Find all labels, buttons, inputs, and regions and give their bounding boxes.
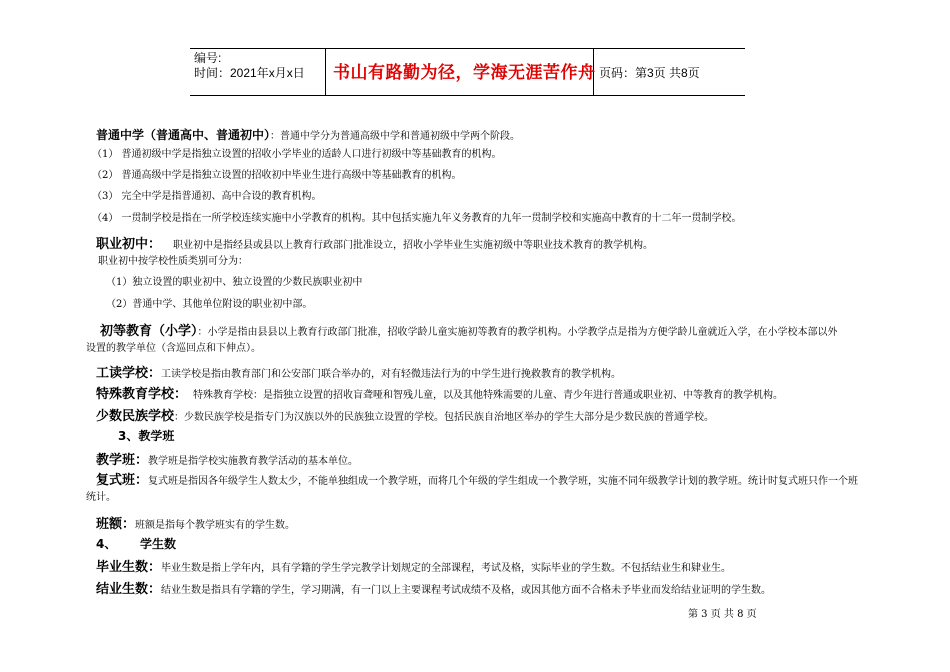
paragraph-heading: 班额： xyxy=(96,517,136,532)
paragraph-vocational-junior xyxy=(96,233,653,253)
paragraph-regular-secondary xyxy=(96,124,520,144)
section-number: 4、 xyxy=(96,537,117,551)
section-heading: 学生数 xyxy=(140,537,177,551)
list-item: （2） 普通高级中学是指独立设置的招收初中毕业生进行高级中等基础教育的机构。 xyxy=(92,170,462,181)
paragraph-heading: 普通中学（普通高中、普通初中） xyxy=(96,128,271,142)
paragraph-minority-school xyxy=(96,405,714,425)
paragraph-heading: 毕业生数： xyxy=(96,560,162,575)
paragraph-heading: 少数民族学校 xyxy=(96,409,175,424)
header-bottom-rule xyxy=(190,95,745,96)
header-divider-1 xyxy=(325,48,326,95)
list-item: （1）独立设置的职业初中、独立设置的少数民族职业初中 xyxy=(106,277,363,288)
list-item: （3） 完全中学是指普通初、高中合设的教育机构。 xyxy=(92,191,322,202)
header-top-rule xyxy=(190,48,745,49)
paragraph-special-education xyxy=(96,383,783,403)
paragraph-subtext: 职业初中按学校性质类别可分为： xyxy=(98,256,248,267)
paragraph-primary-education xyxy=(100,320,838,340)
paragraph-heading: 工读学校： xyxy=(96,366,162,381)
paragraph-text: 毕业生数是指上学年内，具有学籍的学生学完教学计划规定的全部课程，考试及格，实际毕业的学生数。不包括结业生和肄业生。 xyxy=(161,563,732,574)
list-item: （2）普通中学、其他单位附设的职业初中部。 xyxy=(106,299,313,310)
footer-page-number: 第 3 页 共 8 页 xyxy=(688,609,757,620)
paragraph-text: 结业生数是指具有学籍的学生，学习期满，有一门以上主要课程考试成绩不及格，或因其他方面不合格未予毕业而发给结业证明的学生数。 xyxy=(161,585,772,596)
paragraph-combined-class xyxy=(96,469,858,489)
section-heading: 3、教学班 xyxy=(118,429,175,443)
header-motto: 书山有路勤为径，学海无涯苦作舟 xyxy=(333,63,596,83)
paragraph-heading: 特殊教育学校： xyxy=(96,387,188,402)
paragraph-text-continuation: 设置的教学单位（含巡回点和下伸点）。 xyxy=(86,343,261,354)
paragraph-completers xyxy=(96,578,771,598)
paragraph-heading: 结业生数： xyxy=(96,582,162,597)
paragraph-text-continuation: 统计。 xyxy=(86,492,116,503)
paragraph-heading: 初等教育（小学） xyxy=(100,324,198,339)
header-page-info: 页码：第3页 共8页 xyxy=(599,66,700,80)
paragraph-text: 班额是指每个教学班实有的学生数。 xyxy=(135,520,296,531)
list-item: （1） 普通初级中学是指独立设置的招收小学毕业的适龄人口进行初级中等基础教育的机构。 xyxy=(92,149,502,160)
paragraph-class-size xyxy=(96,513,295,533)
paragraph-text: 特殊教育学校：是指独立设置的招收盲聋哑和智残儿童，以及其他特殊需要的儿童、青少年进行普通或职业初、中等教育的教学机构。 xyxy=(193,390,784,401)
paragraph-teaching-class xyxy=(96,449,358,469)
paragraph-text: ：少数民族学校是指专门为汉族以外的民族独立设置的学校。包括民族自治地区举办的学生大部分是少数民族的普通学校。 xyxy=(174,412,715,423)
paragraph-heading: 职业初中： xyxy=(96,237,162,252)
paragraph-text: 教学班是指学校实施教育教学活动的基本单位。 xyxy=(148,456,359,467)
header-number-label: 编号: xyxy=(194,51,222,65)
paragraph-text: ：普通中学分为普通高级中学和普通初级中学两个阶段。 xyxy=(270,131,521,142)
paragraph-text: 职业初中是指经县或县以上教育行政部门批准设立，招收小学毕业生实施初级中等职业技术教育的教学机构。 xyxy=(173,240,654,251)
header-time-label: 时间：2021年x月x日 xyxy=(194,66,305,80)
paragraph-text: ：小学是指由县县以上教育行政部门批准，招收学龄儿童实施初等教育的教学机构。小学教学点是指为方便学龄儿童就近入学，在小学校本部以外 xyxy=(197,327,838,338)
paragraph-heading: 教学班： xyxy=(96,453,149,468)
paragraph-work-study-school xyxy=(96,362,621,382)
paragraph-graduates xyxy=(96,556,731,576)
list-item: （4） 一贯制学校是指在一所学校连续实施中小学教育的机构。其中包括实施九年义务教育的九年一贯制学校和实施高中教育的十二年一贯制学校。 xyxy=(92,213,742,224)
paragraph-heading: 复式班： xyxy=(96,473,149,488)
paragraph-text: 复式班是指因各年级学生人数太少，不能单独组成一个教学班，而将几个年级的学生组成一个教学班，实施不同年级教学计划的教学班。统计时复式班只作一个班 xyxy=(148,476,859,487)
paragraph-text: 工读学校是指由教育部门和公安部门联合举办的，对有轻微违法行为的中学生进行挽救教育的教学机构。 xyxy=(161,369,622,380)
